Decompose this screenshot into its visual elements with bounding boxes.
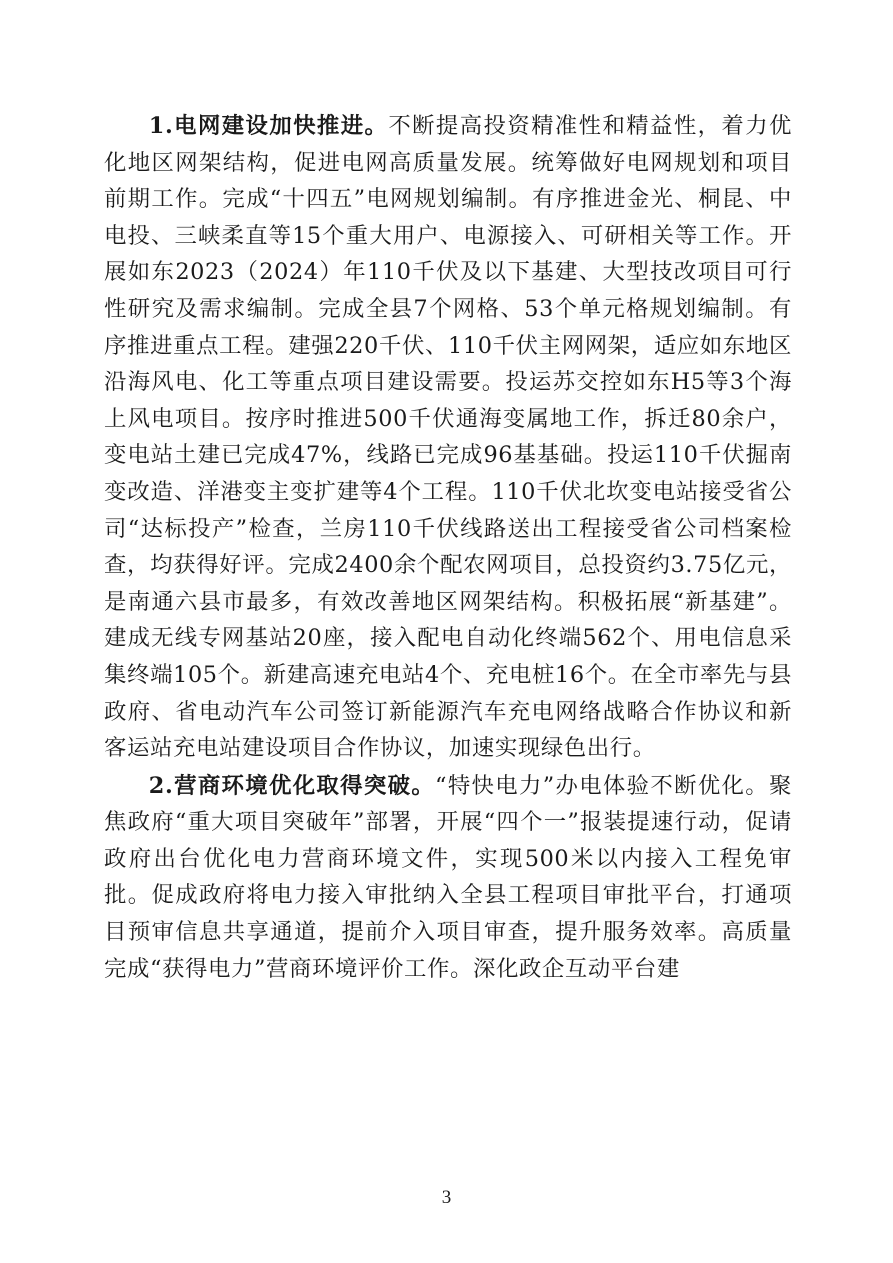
document-body [104,108,792,987]
page-number: 3 [441,1187,452,1208]
paragraph-grid-construction [104,108,792,767]
paragraph-text: 不断提高投资精准性和精益性，着力优化地区网架结构，促进电网高质量发展。统筹做好电网规划和项目前期工作。完成“十四五”电网规划编制。有序推进金光、桐昆、中电投、三峡柔直等15个重大用户、电源接入、可研相关等工作。开展如东2023（2024）年110千伏及以下基建、大型技改项目可行性研究及需求编制。完成全县7个网格、53个单元格规划编制。有序推进重点工程。建强220千伏、110千伏主网网架，适应如东地区沿海风电、化工等重点项目建设需要。投运苏交控如东H5等3个海上风电项目。按序时推进500千伏通海变属地工作，拆迁80余户，变电站土建已完成47%，线路已完成96基基础。投运110千伏掘南变改造、洋港变主变扩建等4个工程。110千伏北坎变电站接受省公司“达标投产”检查，兰房110千伏线路送出工程接受省公司档案检查，均获得好评。完成2400余个配农网项目，总投资约3.75亿元，是南通六县市最多，有效改善地区网架结构。积极拓展“新基建”。建成无线专网基站20座，接入配电自动化终端562个、用电信息采集终端105个。新建高速充电站4个、充电桩16个。在全市率先与县政府、省电动汽车公司签订新能源汽车充电网络战略合作协议和新客运站充电站建设项目合作协议，加速实现绿色出行。 [104,113,792,762]
paragraph-heading: 2.营商环境优化取得突破。 [148,772,436,799]
paragraph-text: “特快电力”办电体验不断优化。聚焦政府“重大项目突破年”部署，开展“四个一”报装提速行动，促请政府出台优化电力营商环境文件，实现500米以内接入工程免审批。促成政府将电力接入审批纳入全县工程项目审批平台，打通项目预审信息共享通道，提前介入项目审查，提升服务效率。高质量完成“获得电力”营商环境评价工作。深化政企互动平台建 [104,772,792,982]
paragraph-business-environment [104,768,792,988]
paragraph-heading: 1.电网建设加快推进。 [148,113,389,139]
